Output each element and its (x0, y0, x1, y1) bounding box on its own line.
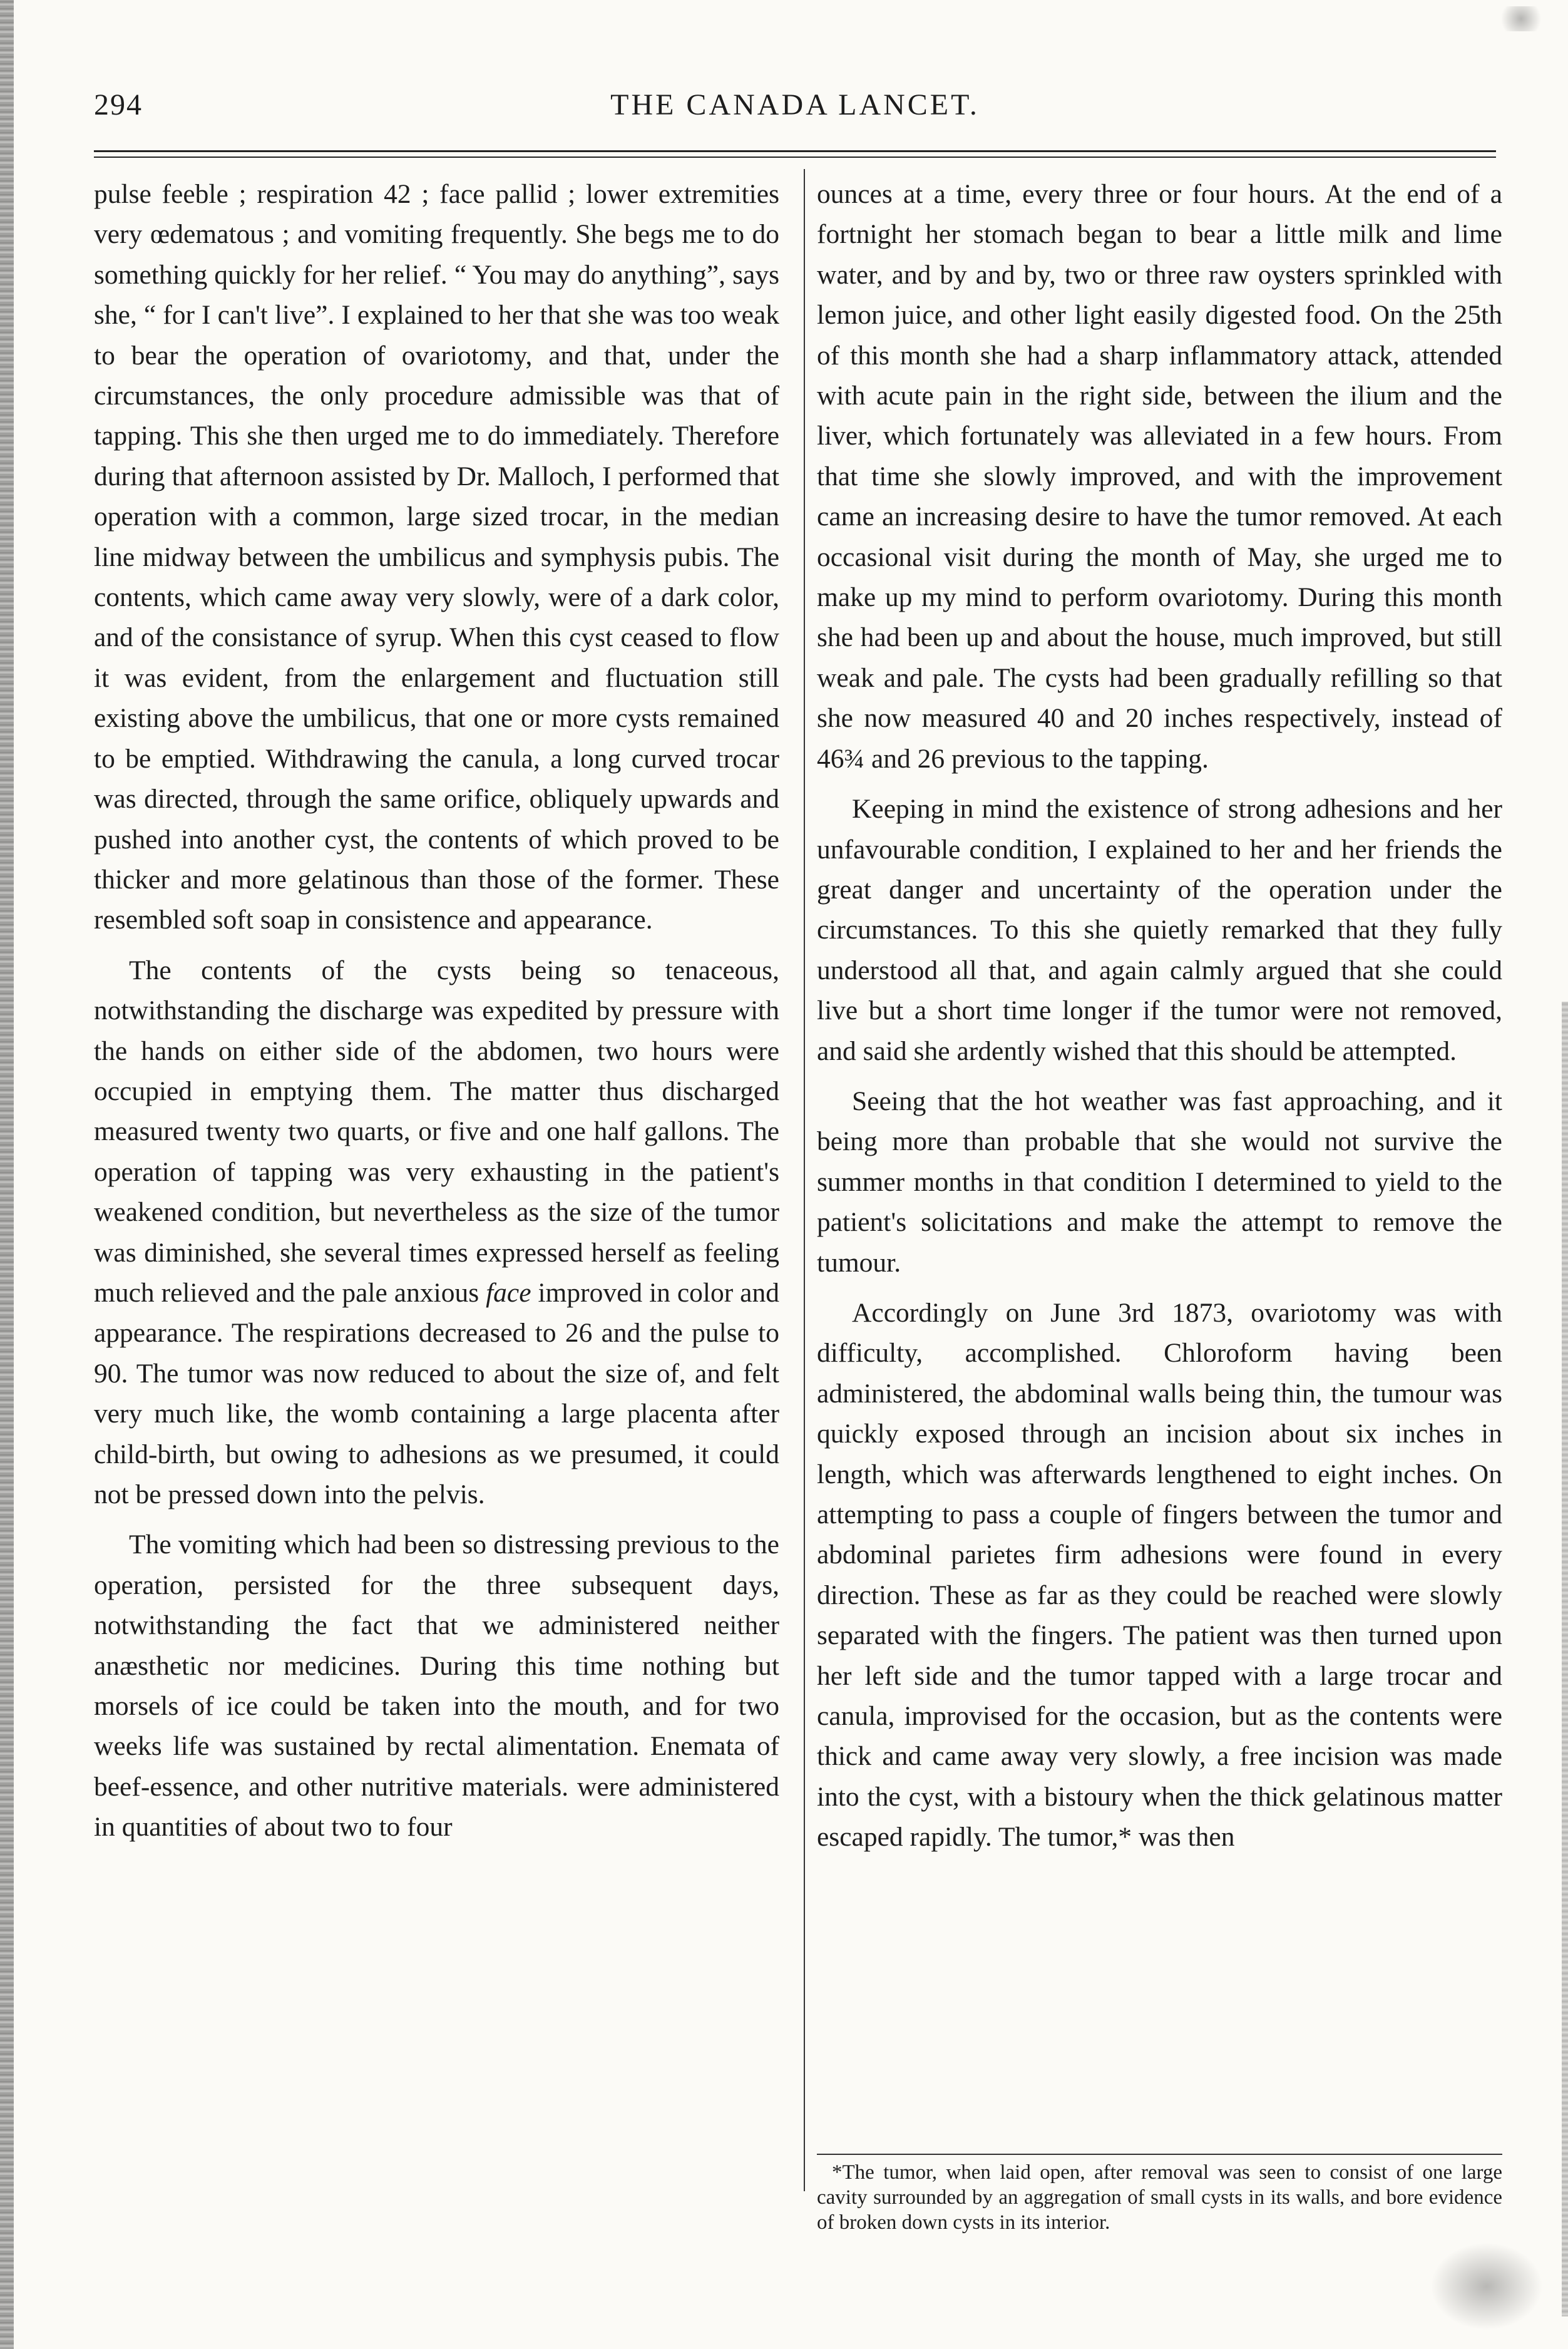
header-rule (94, 150, 1496, 152)
left-paragraph-3: The vomiting which had been so distressing previous to the operation, persisted for the three subsequent days, notwithstanding the fact that we administered neither anæsthetic nor medicines. During this time nothing but morsels of ice could be taken into the mouth, and for two weeks life was sustained by rectal alimentation. Enemata of beef-essence, and other nutritive materials. were administered in quantities of about two to four (94, 1529, 779, 1843)
journal-title: THE CANADA LANCET. (610, 88, 980, 121)
column-divider (804, 169, 805, 2191)
left-paragraph-2 (94, 950, 779, 1515)
left-column (94, 174, 779, 1848)
page-binding-edge (0, 0, 14, 2349)
footnote (817, 2160, 1502, 2235)
page-right-edge (1562, 1002, 1568, 2316)
italic-word-face: face (486, 1277, 531, 1308)
header-rule-double (94, 157, 1496, 158)
right-paragraph-2: Keeping in mind the existence of strong adhesions and her unfavourable condition, I explained to her and her friends the great danger and uncertainty of the operation under the circumstances. To this she quietly remarked that they fully understood all that, and again calmly argued that she could live but a short time longer if the tumor were not removed, and said she ardently wished that this should be attempted. (817, 794, 1502, 1066)
page-header (94, 88, 1496, 138)
right-paragraph-1: ounces at a time, every three or four hours. At the end of a fortnight her stomach began to bear a little milk and lime water, and by and by, two or three raw oysters sprinkled with lemon juice, and other light easily digested food. On the 25th of this month she had a sharp inflammatory attack, attended with acute pain in the right side, between the ilium and the liver, which fortunately was alleviated in a few hours. From that time she slowly improved, and with the improvement came an increasing desire to have the tumor removed. At each occasional visit during the month of May, she urged me to make up my mind to perform ovariotomy. During this month she had been up and about the house, much improved, but still weak and pale. The cysts had been gradually refilling so that she now measured 40 and 20 inches respectively, instead of 46¾ and 26 previous to the tapping. (817, 179, 1502, 774)
footnote-text: *The tumor, when laid open, after removal was seen to consist of one large cavity surrounded by an aggregation of small cysts in its walls, and bore evidence of broken down cysts in its interior. (817, 2161, 1502, 2234)
right-column (817, 174, 1502, 1858)
footnote-rule (817, 2154, 1502, 2155)
print-speck (1493, 6, 1549, 31)
left-paragraph-2-part-b: improved in color and appearance. The respirations decreased to 26 and the pulse to 90. The tumor was now reduced to about the size of, and felt very much like, the womb containing a large placenta after child-birth, but owing to adhesions as we presumed, it could not be pressed down into the pelvis. (94, 1277, 779, 1509)
left-paragraph-2-part-a: The contents of the cysts being so tenaceous, notwithstanding the discharge was expedited by pressure with the hands on either side of the abdomen, two hours were occupied in emptying them. The matter thus discharged measured twenty two quarts, or five and one half gallons. The operation of tapping was very exhausting in the patient's weakened condition, but nevertheless as the size of the tumor was diminished, she several times expressed herself as feeling much relieved and the pale anxious (94, 955, 779, 1308)
right-paragraph-4: Accordingly on June 3rd 1873, ovariotomy was with difficulty, accomplished. Chloroform having been administered, the abdominal walls being thin, the tumour was quickly exposed through an incision about six inches in length, which was afterwards lengthened to eight inches. On attempting to pass a couple of fingers between the tumor and abdominal parietes firm adhesions were found in every direction. These as far as they could be reached were slowly separated with the fingers. The patient was then turned upon her left side and the tumor tapped with a large trocar and canula, improvised for the occasion, but as the contents were thick and came away very slowly, a free incision was made into the cyst, with a bistoury when the thick gelatinous matter escaped rapidly. The tumor,* was then (817, 1297, 1502, 1853)
right-paragraph-3: Seeing that the hot weather was fast approaching, and it being more than probable that she would not survive the summer months in that condition I determined to yield to the patient's solicitations and make the attempt to remove the tumour. (817, 1086, 1502, 1278)
page-number: 294 (94, 88, 143, 121)
left-paragraph-1: pulse feeble ; respiration 42 ; face pallid ; lower extremities very œdematous ; and vomiting frequently. She begs me to do something quickly for her relief. “ You may do anything”, says she, “ for I can't live”. I explained to her that she was too weak to bear the operation of ovariotomy, and that, under the circumstances, the only procedure admissible was that of tapping. This she then urged me to do immediately. Therefore during that afternoon assisted by Dr. Malloch, I performed that operation with a common, large sized trocar, in the median line midway between the umbilicus and symphysis pubis. The contents, which came away very slowly, were of a dark color, and of the consistance of syrup. When this cyst ceased to flow it was evident, from the enlargement and fluctuation still existing above the umbilicus, that one or more cysts remained to be emptied. Withdrawing the canula, a long curved trocar was directed, through the same orifice, obliquely upwards and pushed into another cyst, the contents of which proved to be thicker and more gelatinous than those of the former. These resembled soft soap in consistence and appearance. (94, 179, 779, 935)
page-smudge (1430, 2243, 1543, 2330)
